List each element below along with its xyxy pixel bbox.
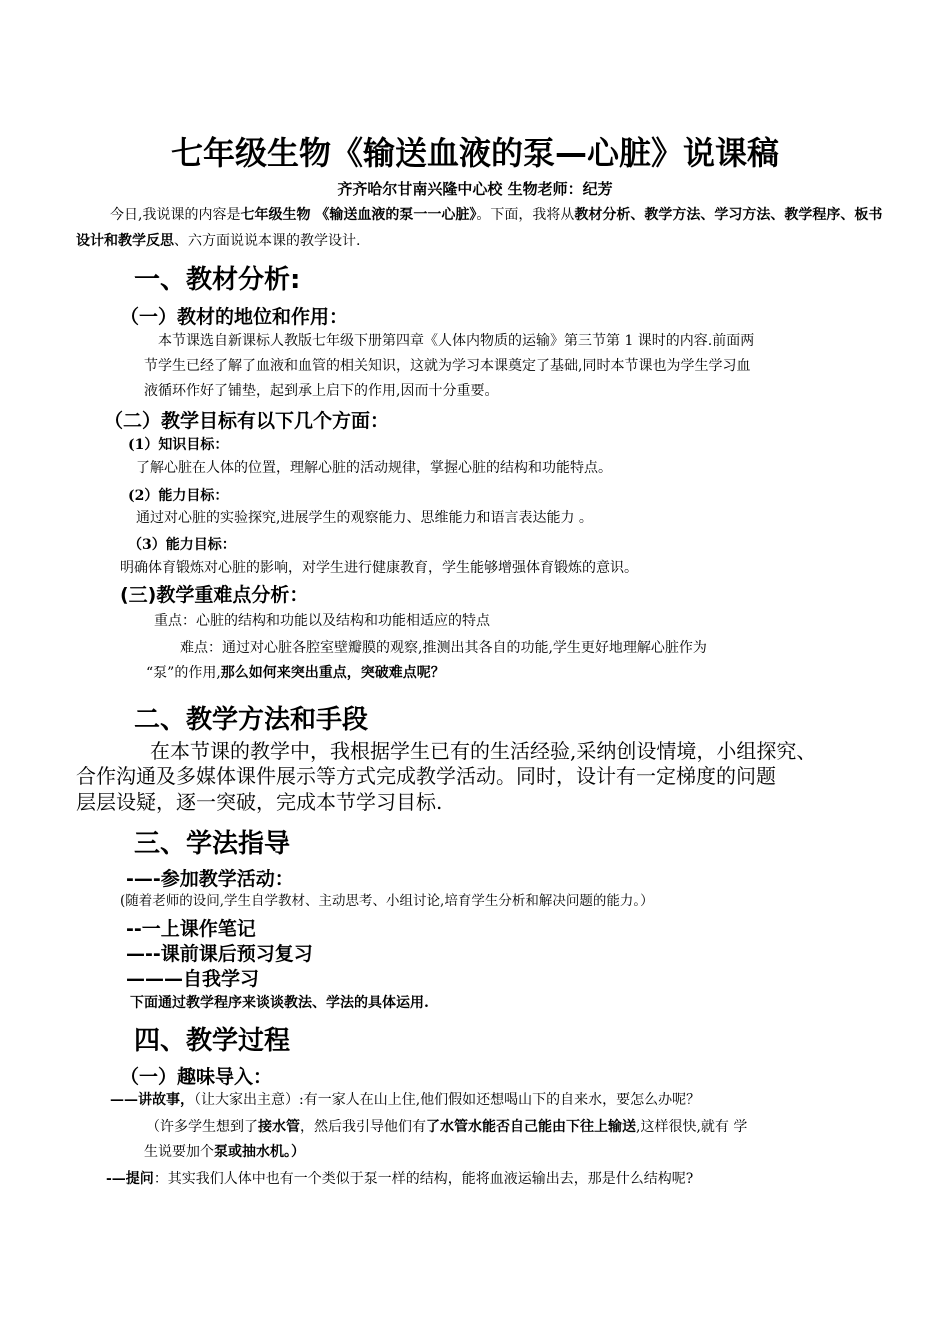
goal-1-text: 了解心脏在人体的位置，理解心脏的活动规律，掌握心脏的结构和功能特点。 [136,460,612,476]
method-1-text: (随着老师的设问,学生自学教材、主动思考、小组讨论,培育学生分析和解决问题的能力。） [120,893,654,909]
section-1-para-line-3: 液循环作好了铺垫，起到承上启下的作用,因而十分重要。 [144,383,499,399]
response-text-1: （许多学生想到了 [146,1119,258,1135]
intro-paragraph [76,202,896,254]
question-label: -—提问 [106,1171,154,1187]
author-line: 齐齐哈尔甘南兴隆中心校 生物老师：纪芳 [337,180,613,198]
intro-aspects-2: 学习方法、教学程序、板书设计和教学反思 [76,207,883,249]
difficult-point-line-2 [146,660,445,686]
intro-text-1: 今日,我说课的内容是 [110,207,241,223]
story-line [110,1087,700,1113]
page-title: 七年级生物《输送血液的泵—心脏》说课稿 [170,134,779,172]
response-text-2: ，然后我引导他们有 [300,1119,426,1135]
section-4-sub-1: （一）趣味导入： [120,1066,273,1088]
section-1-para-line-1: 本节课选自新课标人教版七年级下册第四章《人体内物质的运输》第三节第 1 课时的内容.前面两 [158,333,755,349]
goal-1-label: (1）知识目标： [128,437,229,453]
section-2-line-2: 合作沟通及多媒体课件展示等方式完成教学活动。同时，设计有一定梯度的问题 [76,764,776,788]
intro-text-3: 、六方面说说本课的教学设计. [174,233,361,249]
story-label: ——讲故事， [110,1092,194,1108]
difficult-point-line-1: 难点：通过对心脏各腔室壁瓣膜的观察,推测出其各自的功能,学生更好地理解心脏作为 [180,640,707,656]
difficult-point-question: 那么如何来突出重点，突破难点呢？ [220,665,445,681]
section-1-para-line-2: 节学生已经了解了血液和血管的相关知识，这就为学习本课奠定了基础,同时本节课也为学生学习血 [144,358,751,374]
question-line [106,1166,693,1192]
intro-text-2: 。下面，我将从 [476,207,575,223]
response-bold-1: 接水管 [258,1119,300,1135]
goal-3-label: （3）能力目标： [128,537,236,553]
response-text-4: 生说要加个 [144,1144,214,1160]
student-response-line-2 [144,1139,305,1165]
section-1-heading: 一、教材分析: [134,265,301,295]
section-4-heading: 四、教学过程 [134,1026,291,1056]
section-2-line-1: 在本节课的教学中，我根据学生已有的生活经验,采纳创设情境，小组探究、 [150,739,817,763]
section-2-heading: 二、教学方法和手段 [134,705,369,735]
method-3: —--课前课后预习复习 [126,943,313,965]
response-text-3: ,这样很快,就有 学 [636,1119,748,1135]
response-bold-3: 泵或抽水机。） [214,1144,305,1160]
section-1-sub-1: （一）教材的地位和作用： [120,306,349,328]
method-1: -—-参加教学活动： [126,868,294,890]
method-4: ———自我学习 [126,968,260,990]
response-bold-2: 了水管水能否自己能由下往上输送 [426,1119,636,1135]
story-text: （让大家出主意）:有一家人在山上住,他们假如还想喝山下的自来水，要怎么办呢？ [194,1092,701,1108]
section-2-line-3: 层层设疑，逐一突破，完成本节学习目标. [76,790,443,814]
intro-aspects-1: 教材分析、教学方法、 [574,207,715,223]
method-transition: 下面通过教学程序来谈谈教法、学法的具体运用. [130,995,429,1011]
difficult-point-text: “泵”的作用, [146,665,221,681]
section-1-sub-2: （二）教学目标有以下几个方面： [104,410,390,432]
student-response-line-1 [146,1114,747,1140]
section-1-sub-3: (三)教学重难点分析： [120,584,309,606]
section-3-heading: 三、学法指导 [134,829,291,859]
goal-2-label: (2）能力目标： [128,488,229,504]
key-point: 重点：心脏的结构和功能以及结构和功能相适应的特点 [154,613,490,629]
method-2: --一上课作笔记 [126,918,256,940]
question-text: ：其实我们人体中也有一个类似于泵一样的结构，能将血液运输出去，那是什么结构呢? [153,1171,694,1187]
intro-course: 七年级生物 《输送血液的泵一一心脏》 [240,207,477,223]
goal-2-text: 通过对心脏的实验探究,进展学生的观察能力、思维能力和语言表达能力 。 [136,510,593,526]
goal-3-text: 明确体育锻炼对心脏的影响，对学生进行健康教育，学生能够增强体育锻炼的意识。 [120,560,638,576]
